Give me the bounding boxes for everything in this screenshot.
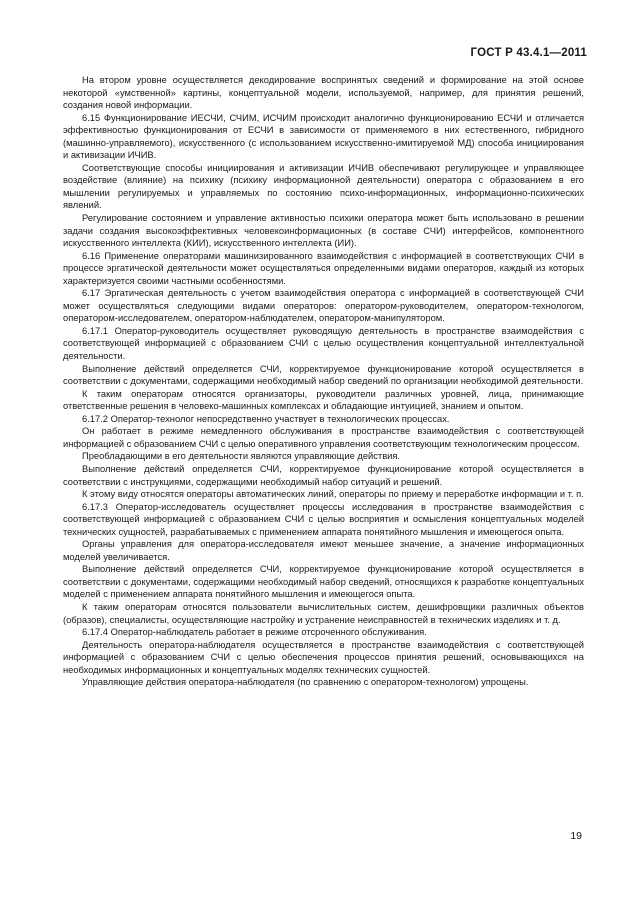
paragraph: К таким операторам относятся пользователи вычислительных систем, дешифровщики различных объектов (образов), специалисты, осуществляющие настройку и устранение неисправностей в технических изделиях и т. д. xyxy=(63,601,584,625)
page-number: 19 xyxy=(570,830,582,842)
paragraph: На втором уровне осуществляется декодирование воспринятых сведений и формирование на этой основе некоторой «умственной» картины, концептуальной модели, используемой, например, для принятия решений, создания новой информации. xyxy=(63,75,584,111)
paragraph: 6.17.2 Оператор-технолог непосредственно участвует в технологических процессах. xyxy=(82,413,450,424)
paragraph: Выполнение действий определяется СЧИ, корректируемое функционирование которой осуществляется в соответствии с документами, содержащими необходимый набор сведений по организации необходимой деятельности. xyxy=(63,363,584,387)
paragraph: 6.17 Эргатическая деятельность с учетом взаимодействия оператора с информацией в соответствующей СЧИ может осуществляться следующими видами операторов: оператором-руководителем, оператором-технологом, оператором-исследователем, оператором-наблюдателем, оператором-манипулятором. xyxy=(63,288,584,324)
paragraph: Соответствующие способы инициирования и активизации ИЧИВ обеспечивают регулирующее и управляющее воздействие (влияние) на психику (психику информационной деятельности) оператора с образованием в его мышлении регулируемых и управляемых по состоянию психо-информационных, информационно-психических явлений. xyxy=(63,162,584,211)
paragraph: Деятельность оператора-наблюдателя осуществляется в пространстве взаимодействия с соответствующей информацией с образованием СЧИ с целью обеспечения процессов принятия решений, основывающихся на необходимых информационных и концептуальных моделях технических сущностей. xyxy=(63,639,584,675)
document-body xyxy=(63,74,584,689)
paragraph: 6.16 Применение операторами машинизированного взаимодействия с информацией в соответствующих СЧИ в процессе эргатической деятельности может осуществляться определенными видами операторов, каждый из которых характеризуется своими частными особенностями. xyxy=(63,250,584,286)
paragraph: Органы управления для оператора-исследователя имеют меньшее значение, а значение информационных моделей увеличивается. xyxy=(63,539,584,562)
paragraph: Он работает в режиме немедленного обслуживания в пространстве взаимодействия с соответствующей информацией с образованием СЧИ с целью оперативного управления соответствующим технологическим процессом. xyxy=(63,426,584,449)
paragraph: К этому виду относятся операторы автоматических линий, операторы по приему и переработке информации и т. п. xyxy=(82,489,584,500)
standard-code-header: ГОСТ Р 43.4.1—2011 xyxy=(470,47,587,59)
paragraph: Управляющие действия оператора-наблюдателя (по сравнению с оператором-технологом) упрощены. xyxy=(82,677,529,688)
paragraph: 6.17.4 Оператор-наблюдатель работает в режиме отсроченного обслуживания. xyxy=(82,627,427,638)
paragraph: Выполнение действий определяется СЧИ, корректируемое функционирование которой осуществляется в соответствии с инструкциями, содержащими необходимый набор ситуаций и решений. xyxy=(63,463,584,487)
paragraph: 6.15 Функционирование ИЕСЧИ, СЧИМ, ИСЧИМ происходит аналогично функционированию ЕСЧИ и отличается эффективностью функционирования от ЕСЧИ в зависимости от применяемого в них естественного, гибридного (машинно-управляемого), искусственного (с использованием искусственно-имитируемой МД) способа инициирования и активизации ИЧИВ. xyxy=(63,112,584,161)
paragraph: 6.17.3 Оператор-исследователь осуществляет процессы исследования в пространстве взаимодействия с соответствующей информацией с образованием СЧИ с целью восприятия и осмысления концептуальных моделей технических сущностей, разрабатываемых с применением аппарата понятийного мышления и имеющегося опыта. xyxy=(63,501,584,537)
paragraph: Преобладающими в его деятельности являются управляющие действия. xyxy=(82,451,401,462)
paragraph: Выполнение действий определяется СЧИ, корректируемое функционирование которой осуществляется в соответствии с документами, содержащими необходимый набор сведений, относящихся к разработке концептуальных моделей с применением аппарата понятийного мышления и имеющегося опыта. xyxy=(63,564,584,600)
paragraph: К таким операторам относятся организаторы, руководители различных уровней, лица, принимающие ответственные решения в человеко-машинных комплексах и обладающие интуицией, знанием и опытом. xyxy=(63,388,584,412)
paragraph: Регулирование состоянием и управление активностью психики оператора может быть использовано в решении задачи создания высокоэффективных человекоинформационных (в составе СЧИ) интерфейсов, компонентного искусственного интеллекта (КИИ), искусственного интеллекта (ИИ). xyxy=(63,213,584,249)
paragraph: 6.17.1 Оператор-руководитель осуществляет руководящую деятельность в пространстве взаимодействия с соответствующей информацией с образованием СЧИ с целью осуществления концептуальной интеллектуальной деятельности. xyxy=(63,325,584,362)
